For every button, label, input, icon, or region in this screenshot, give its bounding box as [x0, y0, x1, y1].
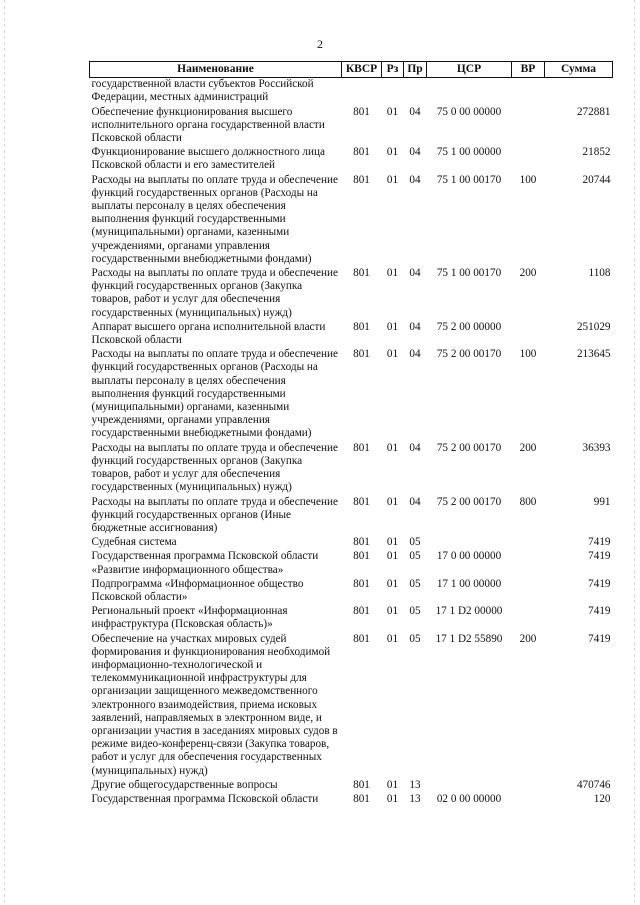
- cell-rz: 01: [386, 778, 399, 791]
- table-row: [90, 549, 613, 576]
- cell-name: Расходы на выплаты по оплате труда и обеспечение функций государственных органов (Закупка товаров, работ и услуг для обеспечения государственных (муниципальных) нужд): [91, 267, 338, 319]
- header-pr: Пр: [404, 62, 427, 78]
- cell-vr: 800: [519, 495, 537, 508]
- cell-pr: 05: [409, 605, 421, 618]
- cell-name: Расходы на выплаты по оплате труда и обеспечение функций государственных органов (Закупка товаров, работ и услуг для обеспечения государственных (муниципальных) нужд): [91, 441, 338, 494]
- table-row: [90, 577, 613, 604]
- cell-vr: 200: [519, 632, 537, 645]
- table-row: [90, 632, 613, 778]
- cell-rz: 01: [386, 146, 399, 159]
- cell-sum: 251029: [576, 320, 611, 333]
- cell-sum: 7419: [588, 577, 611, 590]
- table-row: [90, 266, 613, 320]
- cell-sum: 7419: [588, 550, 611, 563]
- cell-name: Обеспечение на участках мировых судей формирования и функционирования необходимой информационно-технологической и телекоммуникационной инфраструктуры для организации защищенного межведомственного электронного взаимодействия, приема исковых заявлений, направляемых в электронном виде, и организации участия в заседаниях мировых судов в режиме видео-конференц-связи (Закупка товаров, работ и услуг для обеспечения государственных (муниципальных) нужд): [91, 632, 338, 777]
- header-sum: Сумма: [545, 62, 613, 78]
- page-number: 2: [317, 37, 323, 51]
- cell-pr: 04: [409, 173, 421, 186]
- cell-name: Обеспечение функционирования высшего исполнительного органа государственной власти Псковской области: [91, 105, 325, 145]
- cell-vr: [512, 549, 545, 576]
- cell-sum: 120: [593, 792, 611, 805]
- cell-rz: 01: [386, 577, 399, 590]
- scan-edge-right: [634, 0, 635, 905]
- cell-sum: 21852: [582, 146, 611, 159]
- cell-vr: [512, 604, 545, 631]
- cell-csr: 75 1 00 00000: [436, 146, 502, 159]
- cell-csr: 75 2 00 00170: [436, 441, 502, 454]
- table-header-row: [90, 62, 613, 78]
- cell-csr: 75 1 00 00170: [436, 173, 502, 186]
- cell-kvsr: [342, 78, 382, 105]
- cell-csr: [427, 78, 512, 105]
- cell-vr: [512, 145, 545, 172]
- cell-csr: 02 0 00 00000: [436, 792, 502, 805]
- cell-rz: 01: [386, 173, 399, 186]
- cell-kvsr: 801: [353, 105, 370, 118]
- cell-pr: 04: [409, 495, 421, 508]
- cell-rz: 01: [386, 632, 399, 645]
- cell-kvsr: 801: [353, 632, 370, 645]
- cell-csr: 17 0 00 00000: [436, 550, 502, 563]
- cell-rz: 01: [386, 550, 399, 563]
- cell-kvsr: 801: [353, 495, 370, 508]
- table-row: [90, 145, 613, 172]
- cell-rz: 01: [386, 348, 399, 361]
- cell-rz: 01: [386, 536, 399, 549]
- cell-kvsr: 801: [353, 778, 370, 791]
- cell-name: Расходы на выплаты по оплате труда и обеспечение функций государственных органов (Расходы на выплаты персоналу в целях обеспечения выполнения функций государственными (муниципальными) органами, казенными учреждениями, органами управления государственными внебюджетными фондами): [91, 348, 338, 440]
- header-rz: Рз: [382, 62, 404, 78]
- cell-sum: 7419: [588, 605, 611, 618]
- cell-sum: 7419: [588, 536, 611, 549]
- cell-vr: [512, 320, 545, 347]
- cell-pr: [404, 78, 427, 105]
- cell-kvsr: 801: [353, 146, 370, 159]
- table-row: [90, 105, 613, 146]
- table-row: [90, 495, 613, 536]
- cell-csr: 75 2 00 00000: [436, 320, 502, 333]
- table-row: [90, 792, 613, 806]
- cell-name: Расходы на выплаты по оплате труда и обеспечение функций государственных органов (Расходы на выплаты персоналу в целях обеспечения выполнения функций государственными (муниципальными) органами, казенными учреждениями, органами управления государственными внебюджетными фондами): [91, 173, 338, 265]
- cell-csr: [427, 778, 512, 792]
- cell-pr: 13: [409, 792, 421, 805]
- cell-sum: 1108: [588, 267, 611, 280]
- cell-pr: 04: [409, 441, 421, 454]
- cell-pr: 05: [409, 632, 421, 645]
- cell-vr: 200: [519, 267, 537, 280]
- cell-kvsr: 801: [353, 441, 370, 454]
- cell-kvsr: 801: [353, 348, 370, 361]
- cell-sum: 272881: [576, 105, 611, 118]
- cell-kvsr: 801: [353, 173, 370, 186]
- cell-csr: 75 2 00 00170: [436, 495, 502, 508]
- cell-name: Функционирование высшего должностного лица Псковской области и его заместителей: [91, 146, 325, 172]
- cell-pr: 04: [409, 146, 421, 159]
- cell-vr: [512, 535, 545, 549]
- table-row: [90, 441, 613, 495]
- cell-pr: 04: [409, 320, 421, 333]
- cell-kvsr: 801: [353, 792, 370, 805]
- cell-vr: [512, 778, 545, 792]
- header-name: Наименование: [90, 62, 342, 78]
- cell-kvsr: 801: [353, 605, 370, 618]
- cell-sum: [545, 78, 613, 105]
- cell-kvsr: 801: [353, 536, 370, 549]
- cell-csr: 17 1 D2 55890: [435, 632, 503, 645]
- cell-vr: [512, 78, 545, 105]
- cell-csr: 75 2 00 00170: [436, 348, 502, 361]
- cell-name: государственной власти субъектов Российской Федерации, местных администраций: [91, 78, 314, 104]
- cell-name: Региональный проект «Информационная инфраструктура (Псковская область)»: [91, 605, 288, 631]
- table-row: [90, 347, 613, 440]
- header-kvsr: КВСР: [342, 62, 382, 78]
- cell-pr: 05: [409, 550, 421, 563]
- header-csr: ЦСР: [427, 62, 512, 78]
- table-row: [90, 604, 613, 631]
- cell-pr: 04: [409, 348, 421, 361]
- cell-csr: [427, 535, 512, 549]
- budget-table: [89, 61, 613, 806]
- cell-vr: 200: [519, 441, 537, 454]
- cell-pr: 05: [409, 536, 421, 549]
- cell-rz: 01: [386, 267, 399, 280]
- cell-rz: 01: [386, 320, 399, 333]
- cell-sum: 213645: [576, 348, 611, 361]
- cell-rz: 01: [386, 495, 399, 508]
- cell-name: Другие общегосударственные вопросы: [91, 778, 278, 791]
- cell-name: Подпрограмма «Информационное общество Псковской области»: [91, 577, 304, 603]
- cell-rz: 01: [386, 441, 399, 454]
- cell-sum: 470746: [576, 778, 611, 791]
- cell-pr: 04: [409, 105, 421, 118]
- cell-name: Государственная программа Псковской области: [91, 792, 319, 805]
- cell-vr: [512, 792, 545, 806]
- cell-sum: 7419: [588, 632, 611, 645]
- cell-kvsr: 801: [353, 320, 370, 333]
- cell-sum: 991: [593, 495, 611, 508]
- table-row: [90, 78, 613, 105]
- cell-rz: [382, 78, 404, 105]
- table-row: [90, 535, 613, 549]
- table-row: [90, 320, 613, 347]
- cell-name: Расходы на выплаты по оплате труда и обеспечение функций государственных органов (Иные бюджетные ассигнования): [91, 495, 338, 534]
- cell-csr: 75 1 00 00170: [436, 267, 502, 280]
- cell-rz: 01: [386, 792, 399, 805]
- table-row: [90, 778, 613, 792]
- cell-pr: 05: [409, 577, 421, 590]
- cell-name: Аппарат высшего органа исполнительной власти Псковской области: [91, 320, 326, 347]
- cell-csr: 17 1 D2 00000: [435, 605, 503, 618]
- cell-sum: 20744: [582, 173, 611, 186]
- cell-vr: [512, 105, 545, 146]
- cell-sum: 36393: [582, 441, 611, 454]
- cell-pr: 13: [409, 778, 421, 791]
- cell-kvsr: 801: [353, 267, 370, 280]
- cell-rz: 01: [386, 605, 399, 618]
- cell-vr: 100: [519, 348, 537, 361]
- cell-rz: 01: [386, 105, 399, 118]
- cell-pr: 04: [409, 267, 421, 280]
- cell-kvsr: 801: [353, 577, 370, 590]
- cell-csr: 75 0 00 00000: [436, 105, 502, 118]
- cell-name: Государственная программа Псковской области «Развитие информационного общества»: [91, 550, 319, 576]
- cell-vr: [512, 577, 545, 604]
- table-row: [90, 173, 613, 266]
- cell-name: Судебная система: [91, 536, 177, 549]
- cell-vr: 100: [519, 173, 537, 186]
- cell-csr: 17 1 00 00000: [436, 577, 502, 590]
- cell-kvsr: 801: [353, 550, 370, 563]
- scan-edge-left: [4, 0, 5, 905]
- header-vr: ВР: [512, 62, 545, 78]
